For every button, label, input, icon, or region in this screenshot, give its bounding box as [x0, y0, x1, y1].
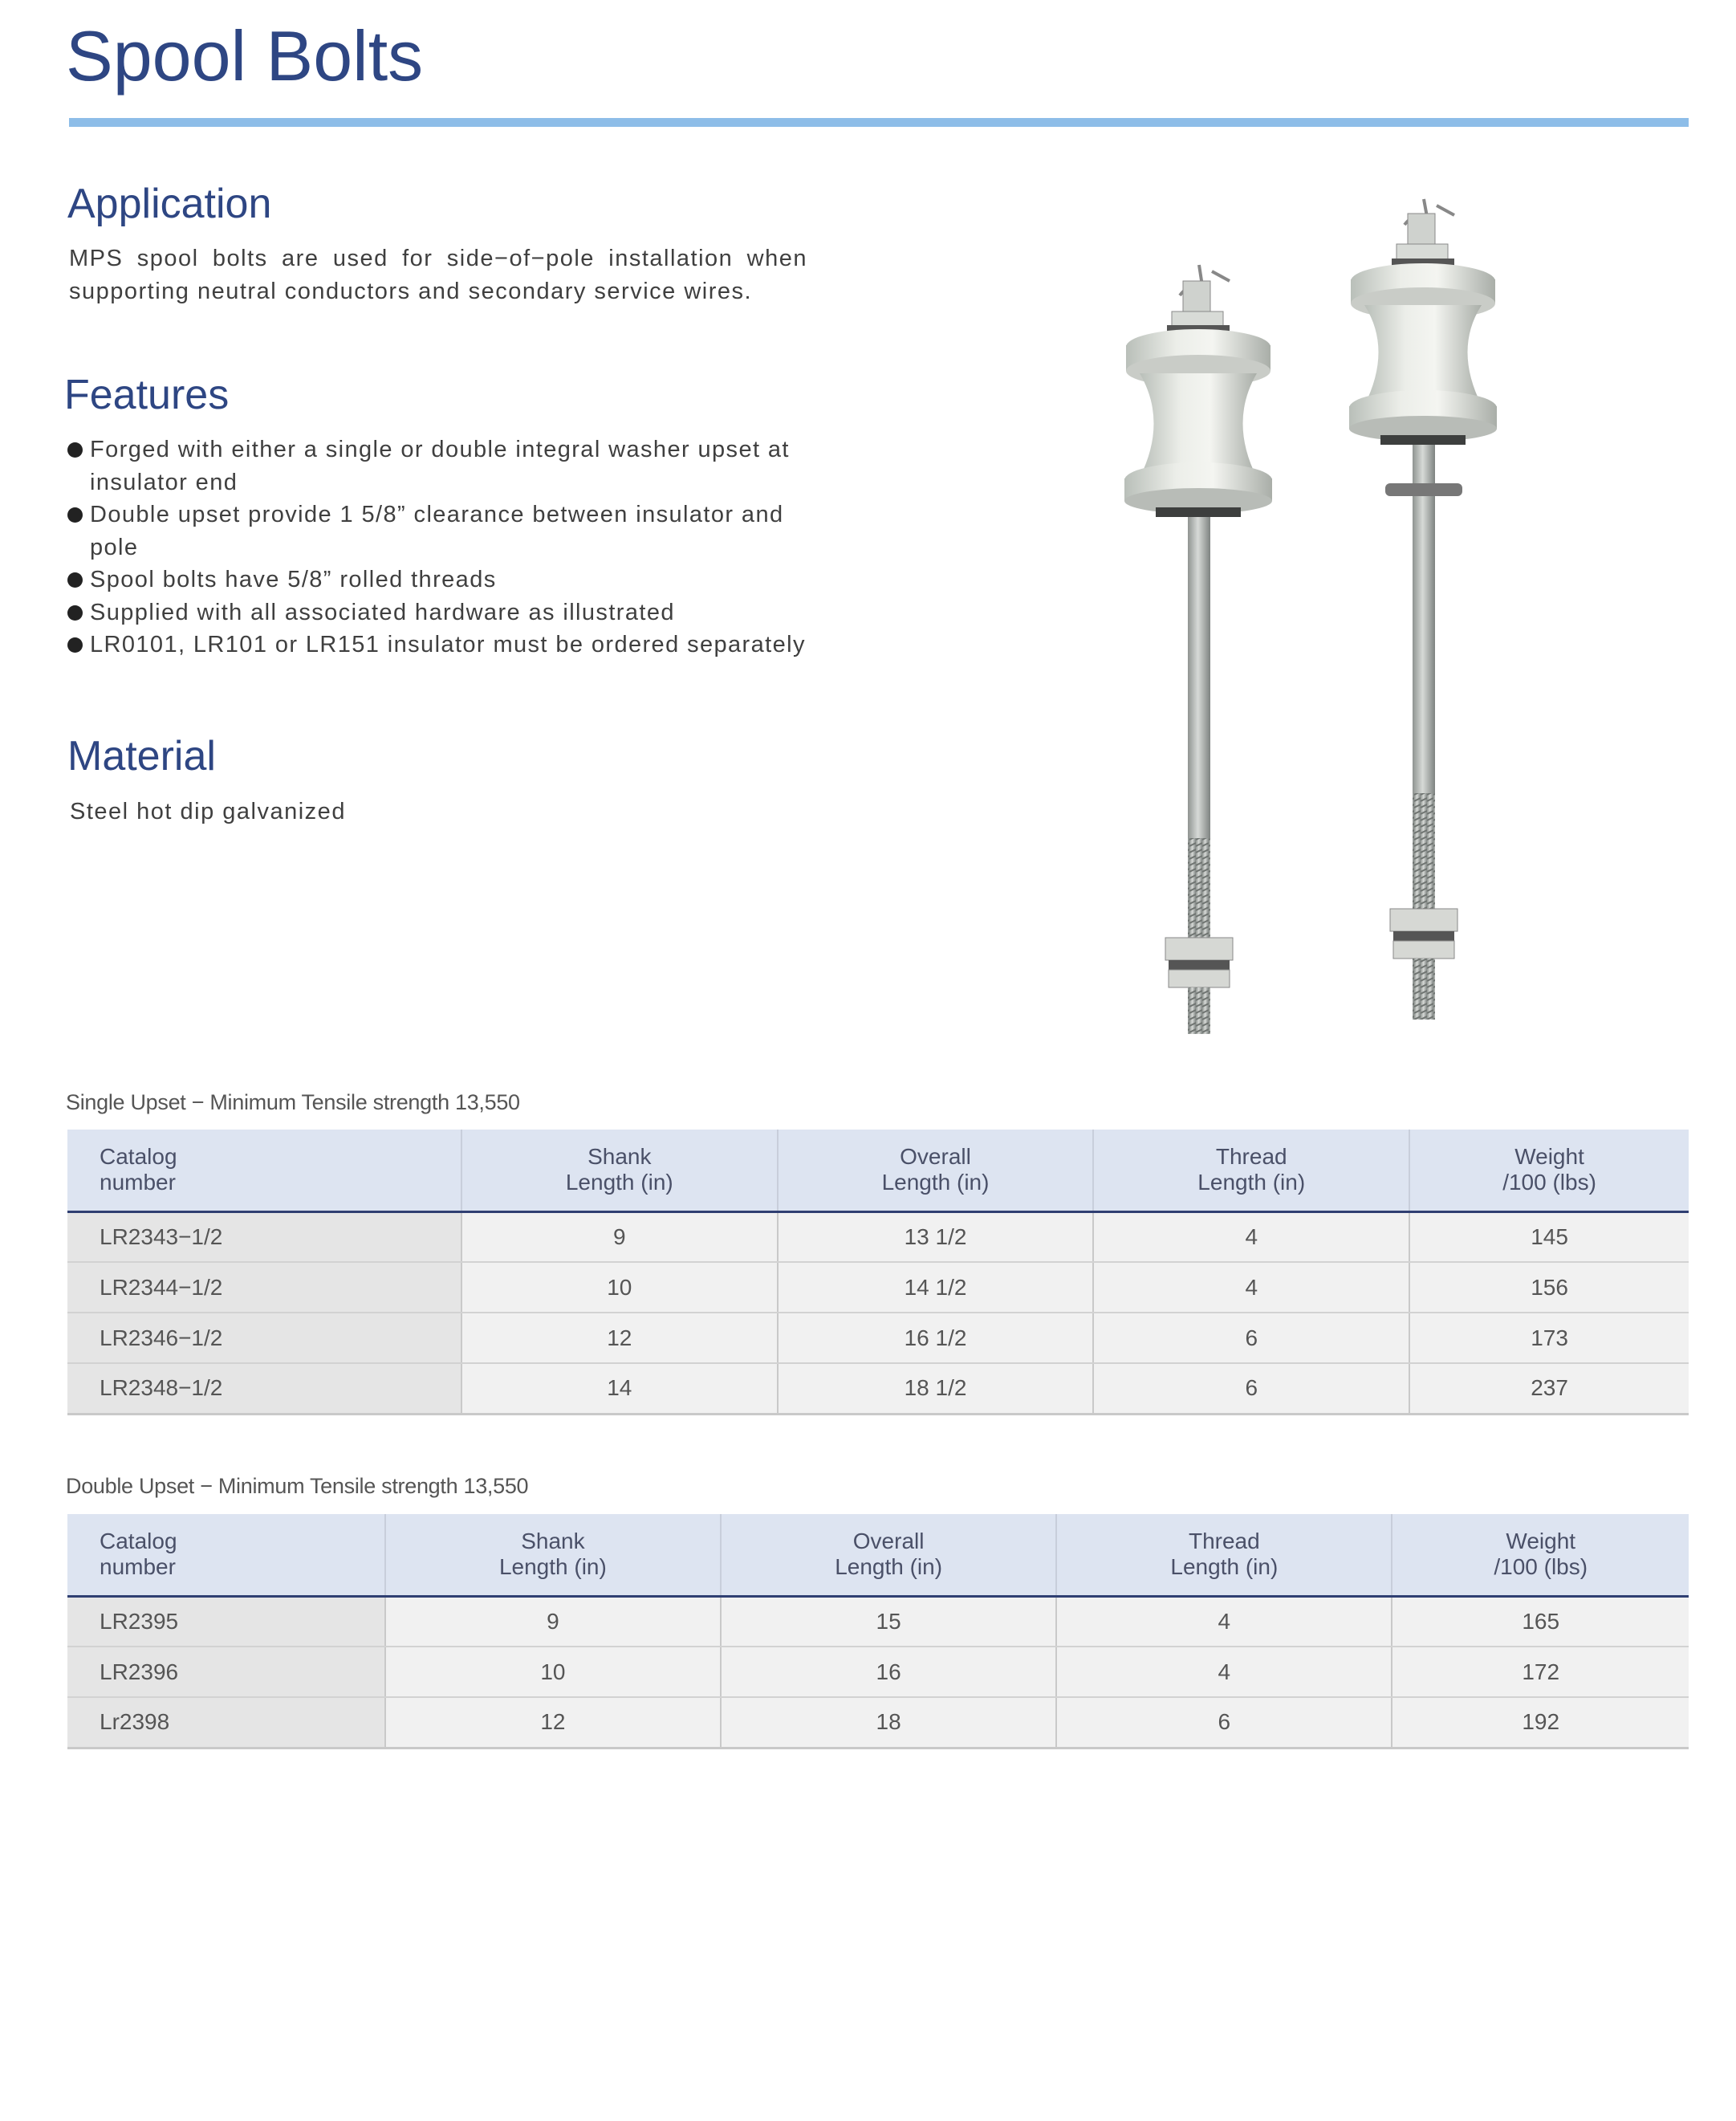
cell: 12: [461, 1313, 778, 1363]
cell: 18 1/2: [778, 1363, 1094, 1414]
feature-text: Supplied with all associated hardware as illustrated: [90, 599, 675, 625]
cell: LR2344−1/2: [67, 1262, 461, 1313]
cell: 6: [1056, 1697, 1392, 1748]
feature-item: [67, 499, 814, 564]
title-divider: [69, 118, 1689, 127]
cell: 173: [1409, 1313, 1689, 1363]
single-upset-caption: Single Upset − Minimum Tensile strength 13,550: [66, 1090, 520, 1114]
feature-text: Forged with either a single or double integral washer upset at insulator end: [90, 437, 790, 495]
cell: LR2343−1/2: [67, 1211, 461, 1262]
cell: 14: [461, 1363, 778, 1414]
col-shank: Shank Length (in): [385, 1514, 721, 1596]
cell: 13 1/2: [778, 1211, 1094, 1262]
col-thread: Thread Length (in): [1056, 1514, 1392, 1596]
material-text: Steel hot dip galvanized: [70, 799, 346, 824]
feature-item: [67, 596, 814, 629]
feature-item: [67, 564, 814, 596]
cell: 4: [1093, 1211, 1409, 1262]
cell: 192: [1392, 1697, 1689, 1748]
double-upset-caption: Double Upset − Minimum Tensile strength 13,550: [66, 1474, 529, 1498]
cell: 145: [1409, 1211, 1689, 1262]
page-title: Spool Bolts: [66, 16, 424, 96]
bullet-icon: [67, 507, 83, 523]
col-shank: Shank Length (in): [461, 1130, 778, 1211]
col-weight: Weight /100 (lbs): [1409, 1130, 1689, 1211]
cell: 10: [385, 1647, 721, 1697]
application-heading: Application: [67, 181, 272, 227]
cell: 16 1/2: [778, 1313, 1094, 1363]
feature-text: LR0101, LR101 or LR151 insulator must be ordered separately: [90, 632, 806, 657]
bullet-icon: [67, 637, 83, 653]
table-row: [67, 1262, 1689, 1313]
cell: 4: [1056, 1647, 1392, 1697]
table-header-row: [67, 1130, 1689, 1211]
table-row: [67, 1363, 1689, 1414]
bullet-icon: [67, 442, 83, 458]
double-upset-bolt: [1349, 199, 1497, 1020]
cell: 9: [461, 1211, 778, 1262]
col-catalog: Catalog number: [67, 1514, 385, 1596]
table-row: [67, 1596, 1689, 1647]
col-weight: Weight /100 (lbs): [1392, 1514, 1689, 1596]
cell: 172: [1392, 1647, 1689, 1697]
col-overall: Overall Length (in): [721, 1514, 1056, 1596]
single-upset-table: [67, 1130, 1689, 1415]
cell: 156: [1409, 1262, 1689, 1313]
cell: 4: [1056, 1596, 1392, 1647]
cell: 16: [721, 1647, 1056, 1697]
col-thread: Thread Length (in): [1093, 1130, 1409, 1211]
cell: LR2346−1/2: [67, 1313, 461, 1363]
double-upset-table: [67, 1514, 1689, 1749]
cell: Lr2398: [67, 1697, 385, 1748]
application-text: MPS spool bolts are used for side−of−pole installation when supporting neutral conductors and secondary service wires.: [69, 246, 807, 304]
cell: 14 1/2: [778, 1262, 1094, 1313]
cell: 165: [1392, 1596, 1689, 1647]
single-upset-bolt: [1124, 265, 1272, 1034]
cell: 6: [1093, 1313, 1409, 1363]
cell: LR2395: [67, 1596, 385, 1647]
feature-item: [67, 629, 814, 662]
spool-bolts-photo: [1100, 193, 1549, 1064]
table-header-row: [67, 1514, 1689, 1596]
cell: 9: [385, 1596, 721, 1647]
col-overall: Overall Length (in): [778, 1130, 1094, 1211]
feature-text: Spool bolts have 5/8” rolled threads: [90, 567, 497, 592]
bullet-icon: [67, 572, 83, 588]
cell: 4: [1093, 1262, 1409, 1313]
cell: 237: [1409, 1363, 1689, 1414]
features-list: [67, 434, 814, 662]
cell: 12: [385, 1697, 721, 1748]
cell: 10: [461, 1262, 778, 1313]
table-row: [67, 1313, 1689, 1363]
cell: 6: [1093, 1363, 1409, 1414]
table-row: [67, 1211, 1689, 1262]
bullet-icon: [67, 605, 83, 621]
feature-item: [67, 434, 814, 499]
cell: LR2396: [67, 1647, 385, 1697]
col-catalog: Catalog number: [67, 1130, 461, 1211]
material-heading: Material: [67, 733, 216, 780]
cell: 15: [721, 1596, 1056, 1647]
feature-text: Double upset provide 1 5/8” clearance between insulator and pole: [90, 502, 784, 560]
table-row: [67, 1647, 1689, 1697]
cell: 18: [721, 1697, 1056, 1748]
cell: LR2348−1/2: [67, 1363, 461, 1414]
table-row: [67, 1697, 1689, 1748]
features-heading: Features: [64, 372, 230, 418]
